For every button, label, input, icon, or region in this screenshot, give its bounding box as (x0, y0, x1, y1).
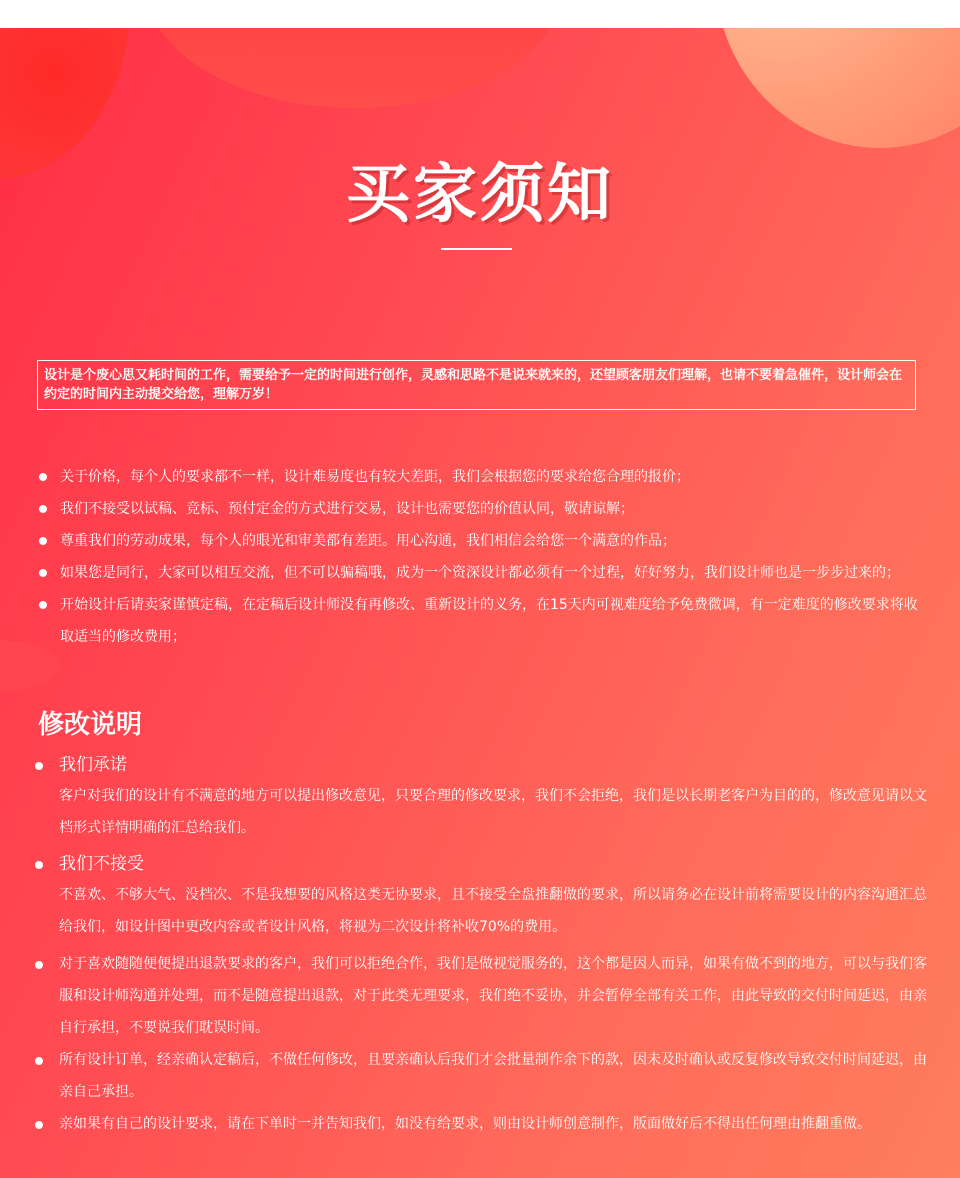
policy-item-respect: 尊重我们的劳动成果，每个人的眼光和审美都有差距。用心沟通，我们相信会给您一个满意的作品； (38, 525, 928, 557)
revision-promise-title: 我们承诺 (59, 755, 127, 775)
revision-reject-title: 我们不接受 (59, 854, 144, 874)
policy-list (38, 461, 928, 653)
buyer-notice-page (0, 28, 960, 1178)
policy-item-finalize: 开始设计后请卖家谨慎定稿，在定稿后设计师没有再修改、重新设计的义务，在15天内可视难度给予免费微调，有一定难度的修改要求将收取适当的修改费用； (38, 589, 928, 653)
decor-blob-top-middle (145, 28, 565, 108)
page-title: 买家须知 (346, 158, 614, 232)
policy-item-peers: 如果您是同行，大家可以相互交流，但不可以骗稿哦，成为一个资深设计都必须有一个过程，好好努力，我们设计师也是一步步过来的； (38, 557, 928, 589)
revision-list (34, 750, 930, 1140)
revision-promise (34, 750, 930, 844)
decor-blob-top-right (715, 28, 960, 148)
revision-item-requirements: 亲如果有自己的设计要求，请在下单时一并告知我们，如没有给要求，则由设计师创意制作，版面做好后不得出任何理由推翻重做。 (34, 1108, 930, 1140)
revision-item-refund: 对于喜欢随随便便提出退款要求的客户，我们可以拒绝合作，我们是做视觉服务的，这个都是因人而异，如果有做不到的地方，可以与我们客服和设计师沟通并处理，而不是随意提出退款，对于此类无理要求，我们绝不妥协，并会暂停全部有关工作，由此导致的交付时间延迟，由亲自行承担，不要说我们耽误时间。 (34, 948, 930, 1044)
revision-promise-body: 客户对我们的设计有不满意的地方可以提出修改意见，只要合理的修改要求，我们不会拒绝，我们是以长期老客户为目的的，修改意见请以文档形式详情明确的汇总给我们。 (59, 788, 927, 836)
revision-item-confirm: 所有设计订单，经亲确认定稿后，不做任何修改，且要亲确认后我们才会批量制作余下的款，因未及时确认或反复修改导致交付时间延迟，由亲自己承担。 (34, 1044, 930, 1108)
notice-box: 设计是个废心思又耗时间的工作，需要给予一定的时间进行创作，灵感和思路不是说来就来的，还望顾客朋友们理解，也请不要着急催件，设计师会在约定的时间内主动提交给您，理解万岁！ (37, 360, 916, 410)
revision-reject-body: 不喜欢、不够大气、没档次、不是我想要的风格这类无协要求，且不接受全盘推翻做的要求，所以请务必在设计前将需要设计的内容沟通汇总给我们，如设计图中更改内容或者设计风格，将视为二次设计将补收70%的费用。 (59, 887, 927, 935)
revision-heading: 修改说明 (38, 710, 143, 740)
policy-item-no-trial: 我们不接受以试稿、竞标、预付定金的方式进行交易，设计也需要您的价值认同，敬请谅解； (38, 493, 928, 525)
revision-reject (34, 849, 930, 943)
title-underline (441, 248, 512, 250)
policy-item-price: 关于价格，每个人的要求都不一样，设计难易度也有较大差距，我们会根据您的要求给您合理的报价； (38, 461, 928, 493)
